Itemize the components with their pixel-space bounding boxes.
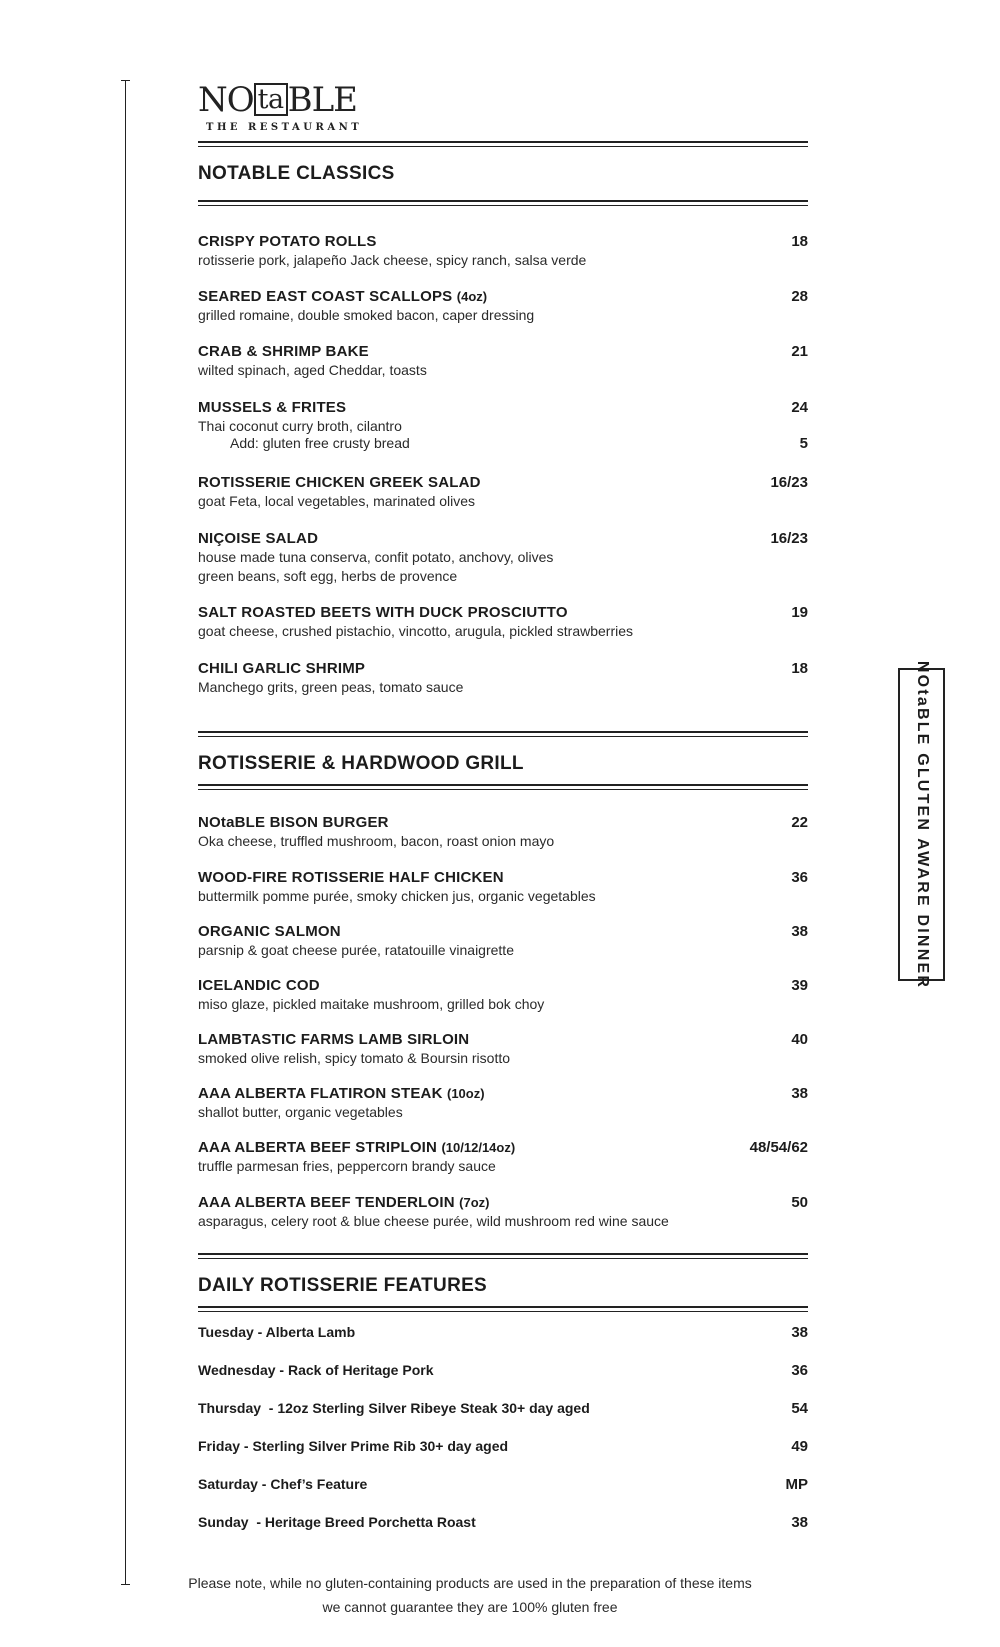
item-name	[198, 1084, 808, 1103]
logo-subtitle: THE RESTAURANT	[206, 122, 363, 133]
section-divider	[198, 141, 808, 147]
feature-row	[198, 1513, 808, 1532]
item-name: SALT ROASTED BEETS WITH DUCK PROSCIUTTO	[198, 604, 568, 621]
item-description: wilted spinach, aged Cheddar, toasts	[198, 362, 427, 378]
section-divider	[198, 1253, 808, 1259]
item-name: WOOD-FIRE ROTISSERIE HALF CHICKEN	[198, 869, 504, 886]
item-description: house made tuna conserva, confit potato, anchovy, olives	[198, 549, 554, 565]
feature-label: Wednesday - Rack of Heritage Pork	[198, 1362, 434, 1378]
item-size: (7oz)	[459, 1195, 490, 1210]
item-addon: Add: gluten free crusty bread	[230, 435, 410, 451]
item-price: 16/23	[770, 474, 808, 491]
logo-part-boxed: ta	[254, 83, 288, 116]
gluten-aware-side-tab	[898, 660, 945, 989]
feature-row	[198, 1475, 808, 1494]
feature-price: 38	[791, 1514, 808, 1531]
item-name: MUSSELS & FRITES	[198, 399, 347, 416]
item-name	[198, 1193, 808, 1212]
feature-label: Saturday - Chef’s Feature	[198, 1476, 368, 1492]
section-divider	[198, 731, 808, 737]
item-name-text: AAA ALBERTA BEEF TENDERLOIN	[198, 1194, 455, 1211]
item-size: (10/12/14oz)	[441, 1140, 516, 1155]
item-description-line-2: green beans, soft egg, herbs de provence	[198, 568, 458, 584]
feature-row	[198, 1399, 808, 1418]
item-price: 38	[791, 923, 808, 940]
addon-price: 5	[799, 435, 808, 452]
menu-item	[198, 287, 808, 325]
feature-price: MP	[785, 1476, 808, 1493]
item-price: 50	[791, 1194, 808, 1211]
left-margin-rule	[125, 80, 126, 1585]
item-price: 39	[791, 977, 808, 994]
section-divider	[198, 200, 808, 206]
section-title-grill: ROTISSERIE & HARDWOOD GRILL	[198, 753, 524, 774]
item-name: CHILI GARLIC SHRIMP	[198, 660, 366, 677]
item-size: (4oz)	[456, 289, 488, 304]
item-name-text: AAA ALBERTA FLATIRON STEAK	[198, 1085, 443, 1102]
menu-item	[198, 1138, 808, 1176]
item-name-text: AAA ALBERTA BEEF STRIPLOIN	[198, 1139, 438, 1156]
menu-item	[198, 976, 808, 1014]
menu-item	[198, 922, 808, 960]
item-price: 22	[791, 814, 808, 831]
item-name-text: SEARED EAST COAST SCALLOPS	[198, 288, 453, 305]
item-name: LAMBTASTIC FARMS LAMB SIRLOIN	[198, 1031, 470, 1048]
menu-item	[198, 529, 808, 586]
disclaimer-line-2: we cannot guarantee they are 100% gluten free	[322, 1599, 618, 1615]
logo-part-2: BLE	[287, 80, 357, 120]
disclaimer-line-1: Please note, while no gluten-containing products are used in the preparation of these items	[188, 1575, 752, 1591]
item-name: ROTISSERIE CHICKEN GREEK SALAD	[198, 474, 481, 491]
item-name: CRAB & SHRIMP BAKE	[198, 343, 369, 360]
logo-wordmark	[198, 80, 363, 120]
feature-row	[198, 1361, 808, 1380]
item-description: Thai coconut curry broth, cilantro	[198, 418, 402, 434]
gluten-disclaimer	[150, 1571, 790, 1619]
menu-item	[198, 659, 808, 697]
item-price: 24	[791, 399, 808, 416]
item-price: 18	[791, 233, 808, 250]
item-description: Manchego grits, green peas, tomato sauce	[198, 679, 464, 695]
menu-item	[198, 232, 808, 270]
item-name: NOtaBLE BISON BURGER	[198, 814, 389, 831]
item-name: ORGANIC SALMON	[198, 923, 341, 940]
item-description: goat cheese, crushed pistachio, vincotto, arugula, pickled strawberries	[198, 623, 634, 639]
menu-item	[198, 1193, 808, 1231]
item-description: buttermilk pomme purée, smoky chicken jus, organic vegetables	[198, 888, 596, 904]
item-description: truffle parmesan fries, peppercorn brandy sauce	[198, 1158, 496, 1174]
feature-label: Tuesday - Alberta Lamb	[198, 1324, 356, 1340]
item-name: ICELANDIC COD	[198, 977, 320, 994]
section-title-features: DAILY ROTISSERIE FEATURES	[198, 1275, 488, 1296]
item-description: grilled romaine, double smoked bacon, caper dressing	[198, 307, 535, 323]
item-description: asparagus, celery root & blue cheese purée, wild mushroom red wine sauce	[198, 1213, 669, 1229]
item-price: 48/54/62	[749, 1139, 808, 1156]
item-price: 21	[791, 343, 808, 360]
item-description: parsnip & goat cheese purée, ratatouille vinaigrette	[198, 942, 514, 958]
item-description: shallot butter, organic vegetables	[198, 1104, 403, 1120]
feature-label: Thursday - 12oz Sterling Silver Ribeye Steak 30+ day aged	[198, 1400, 590, 1416]
item-price: 19	[791, 604, 808, 621]
feature-price: 54	[791, 1400, 808, 1417]
item-description: miso glaze, pickled maitake mushroom, grilled bok choy	[198, 996, 545, 1012]
item-price: 40	[791, 1031, 808, 1048]
item-price: 18	[791, 660, 808, 677]
menu-item	[198, 342, 808, 380]
item-size: (10oz)	[447, 1086, 485, 1101]
feature-label: Sunday - Heritage Breed Porchetta Roast	[198, 1514, 476, 1530]
menu-item	[198, 1030, 808, 1068]
item-price: 36	[791, 869, 808, 886]
section-divider	[198, 784, 808, 790]
section-title-classics: NOTABLE CLASSICS	[198, 163, 395, 184]
feature-price: 49	[791, 1438, 808, 1455]
item-name	[198, 1138, 808, 1157]
item-price: 28	[791, 288, 808, 305]
side-tab-label: NOtaBLE GLUTEN AWARE DINNER	[913, 660, 931, 989]
item-price: 16/23	[770, 530, 808, 547]
feature-row	[198, 1437, 808, 1456]
item-name: NIÇOISE SALAD	[198, 530, 319, 547]
section-divider	[198, 1306, 808, 1312]
feature-price: 36	[791, 1362, 808, 1379]
menu-item	[198, 473, 808, 511]
item-description: goat Feta, local vegetables, marinated olives	[198, 493, 476, 509]
feature-row	[198, 1323, 808, 1342]
logo-part-1: NO	[198, 80, 254, 120]
menu-item	[198, 813, 808, 851]
item-description: Oka cheese, truffled mushroom, bacon, roast onion mayo	[198, 833, 555, 849]
feature-price: 38	[791, 1324, 808, 1341]
menu-item	[198, 603, 808, 641]
feature-label: Friday - Sterling Silver Prime Rib 30+ day aged	[198, 1438, 509, 1454]
item-description: smoked olive relish, spicy tomato & Boursin risotto	[198, 1050, 511, 1066]
menu-item	[198, 398, 808, 458]
item-description: rotisserie pork, jalapeño Jack cheese, spicy ranch, salsa verde	[198, 252, 587, 268]
restaurant-logo	[198, 80, 363, 133]
menu-item	[198, 868, 808, 906]
item-name	[198, 287, 808, 306]
item-price: 38	[791, 1085, 808, 1102]
item-name: CRISPY POTATO ROLLS	[198, 233, 377, 250]
menu-item	[198, 1084, 808, 1122]
